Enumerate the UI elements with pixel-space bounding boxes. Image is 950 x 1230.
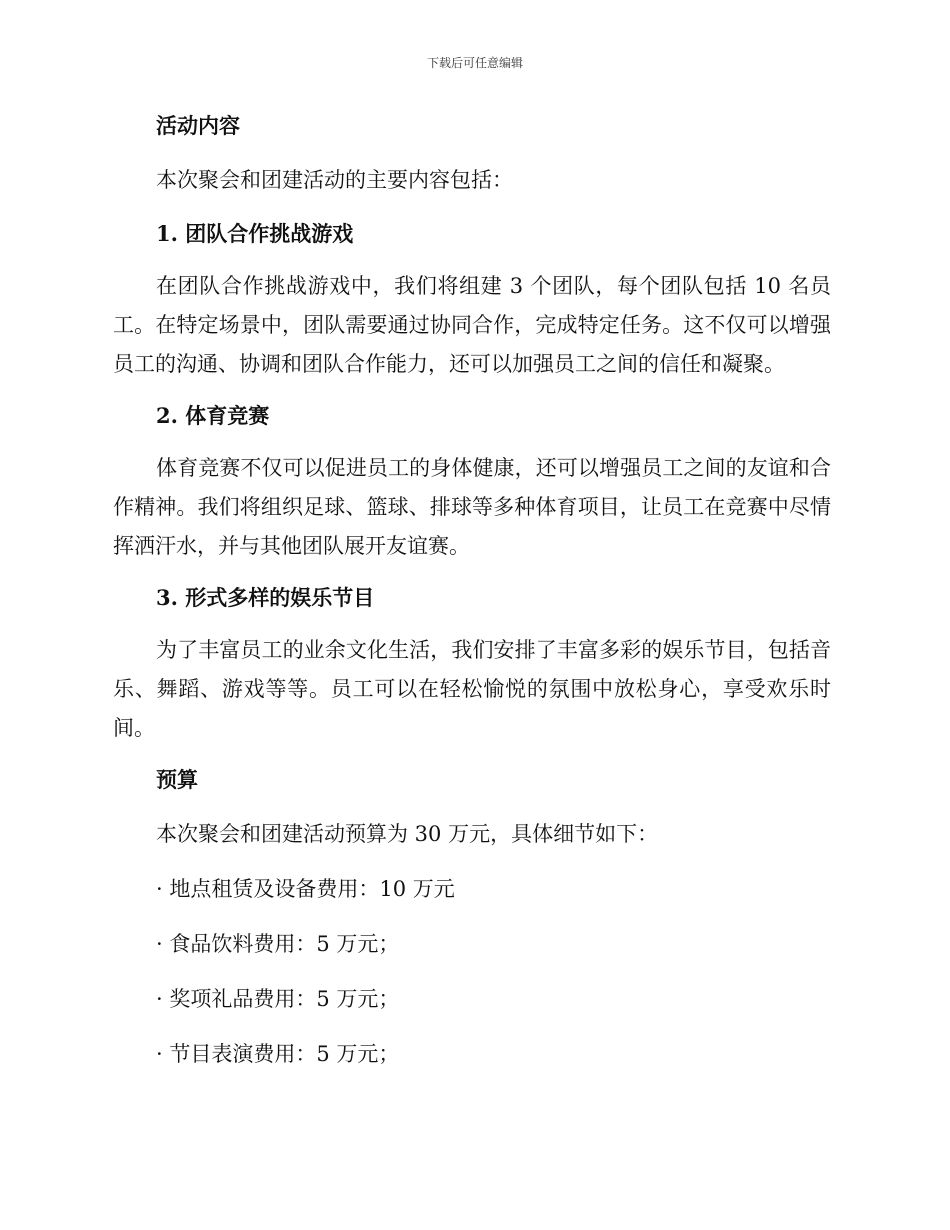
header-note: 下载后可任意编辑 xyxy=(426,56,523,70)
item1-heading: 1. 团队合作挑战游戏 xyxy=(156,221,354,246)
item2-heading: 2. 体育竞赛 xyxy=(156,403,270,428)
activity-intro: 本次聚会和团建活动的主要内容包括： xyxy=(156,168,513,192)
item1-paragraph: 在团队合作挑战游戏中，我们将组建 3 个团队，每个团队包括 10 名员工。在特定场景中，团队需要通过协同合作，完成特定任务。这不仅可以增强员工的沟通、协调和团队合作能力，还可以加强员工之间的信任和凝聚。 xyxy=(113,274,831,376)
activity-heading: 活动内容 xyxy=(156,113,240,138)
budget-item-performances: · 节目表演费用：5 万元； xyxy=(156,1042,400,1066)
item3-paragraph: 为了丰富员工的业余文化生活，我们安排了丰富多彩的娱乐节目，包括音乐、舞蹈、游戏等等。员工可以在轻松愉悦的氛围中放松身心，享受欢乐时间。 xyxy=(113,638,831,740)
budget-item-prizes: · 奖项礼品费用：5 万元； xyxy=(156,987,400,1011)
document-body xyxy=(113,110,831,1070)
budget-intro: 本次聚会和团建活动预算为 30 万元，具体细节如下： xyxy=(156,822,659,846)
budget-heading: 预算 xyxy=(156,767,198,792)
budget-item-food: · 食品饮料费用：5 万元； xyxy=(156,932,400,956)
item3-heading: 3. 形式多样的娱乐节目 xyxy=(156,585,375,610)
item2-paragraph: 体育竞赛不仅可以促进员工的身体健康，还可以增强员工之间的友谊和合作精神。我们将组织足球、篮球、排球等多种体育项目，让员工在竞赛中尽情挥洒汗水，并与其他团队展开友谊赛。 xyxy=(113,456,831,558)
budget-item-venue: · 地点租赁及设备费用：10 万元 xyxy=(156,877,455,901)
